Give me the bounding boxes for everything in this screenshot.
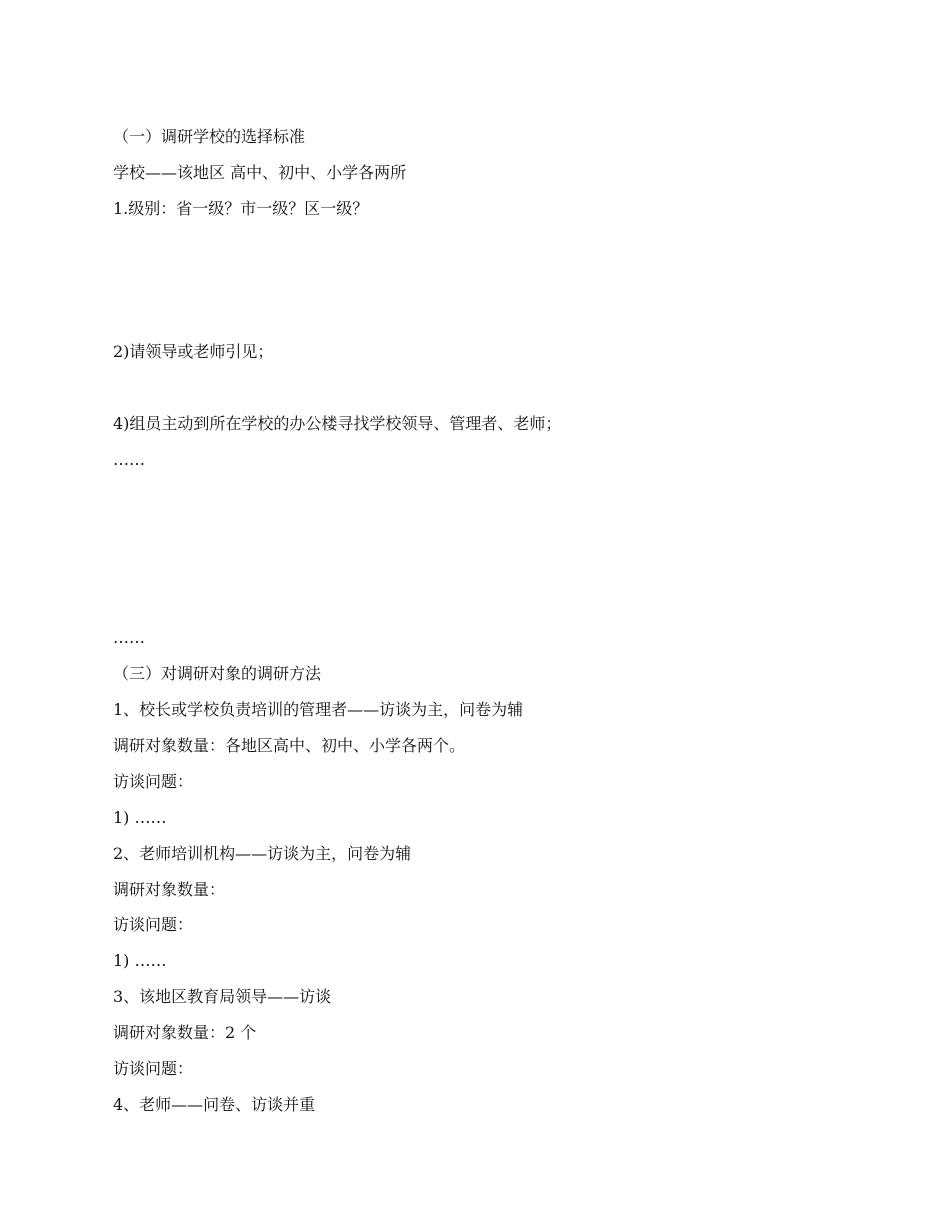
ellipsis-line: …… <box>113 628 145 647</box>
text-line-interview-questions: 访谈问题： <box>113 915 194 934</box>
text-line-introduction: 2)请领导或老师引见； <box>113 342 274 361</box>
ellipsis-line: …… <box>113 450 145 469</box>
text-line-count-principal: 调研对象数量：各地区高中、初中、小学各两个。 <box>113 736 466 755</box>
text-line-count-institution: 调研对象数量： <box>113 880 226 899</box>
text-line-question-item: 1) …… <box>113 951 167 970</box>
text-line-schools: 学校——该地区 高中、初中、小学各两所 <box>113 163 407 182</box>
text-line-training-institution: 2、老师培训机构——访谈为主，问卷为辅 <box>113 844 412 863</box>
text-line-education-bureau: 3、该地区教育局领导——访谈 <box>113 987 332 1006</box>
text-line-teachers: 4、老师——问卷、访谈并重 <box>113 1095 316 1114</box>
text-line-team-visit: 4)组员主动到所在学校的办公楼寻找学校领导、管理者、老师； <box>113 414 562 433</box>
section-heading-school-selection: （一）调研学校的选择标准 <box>113 127 306 146</box>
section-heading-research-methods: （三）对调研对象的调研方法 <box>113 664 322 683</box>
text-line-count-bureau: 调研对象数量：2 个 <box>113 1023 257 1042</box>
text-line-principal: 1、校长或学校负责培训的管理者——访谈为主，问卷为辅 <box>113 700 524 719</box>
text-line-question-item: 1) …… <box>113 808 167 827</box>
text-line-interview-questions: 访谈问题： <box>113 1059 194 1078</box>
text-line-level: 1.级别：省一级？市一级？区一级？ <box>113 199 369 218</box>
text-line-interview-questions: 访谈问题： <box>113 772 194 791</box>
